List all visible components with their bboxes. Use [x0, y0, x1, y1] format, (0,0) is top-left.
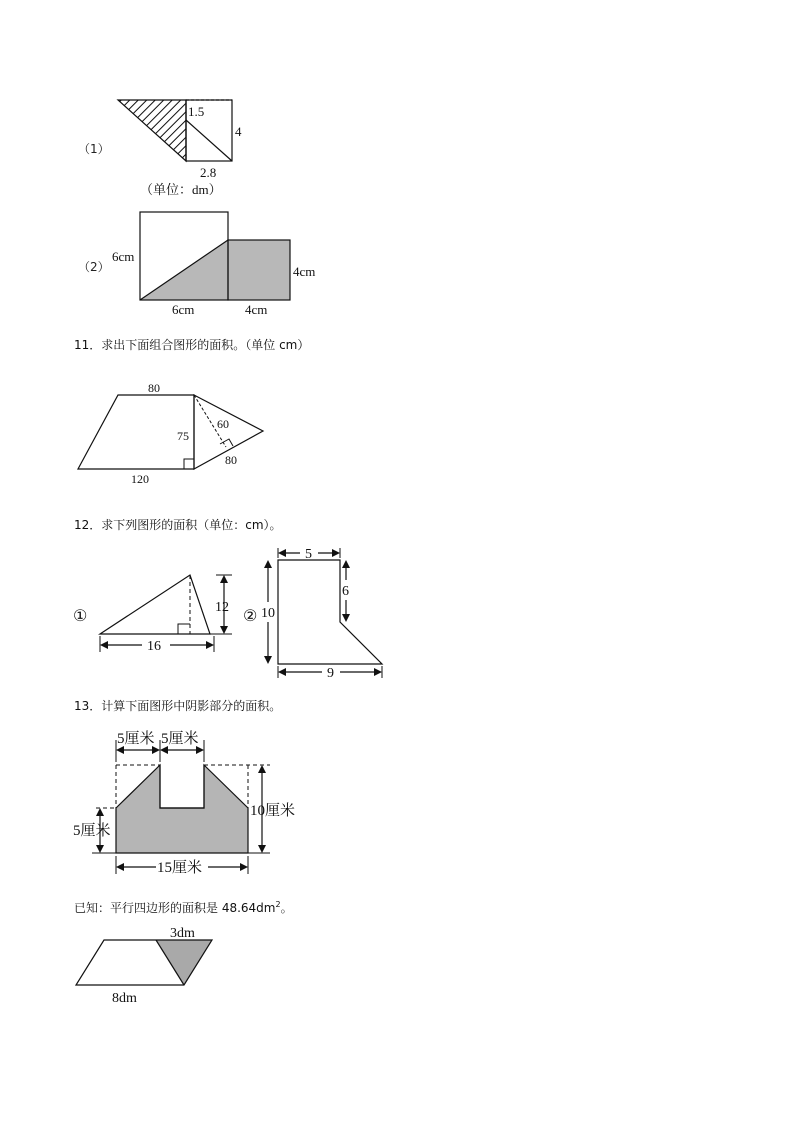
figure-1-marker: ①: [73, 608, 88, 625]
label-4: 4: [235, 124, 242, 139]
label-80: 80: [225, 453, 237, 467]
question-14-end: 。: [280, 901, 293, 915]
label-6cm-left: 6cm: [112, 249, 135, 264]
label-12: 12: [215, 600, 229, 615]
question-11: 11．求出下面组合图形的面积。（单位 cm）: [74, 338, 310, 352]
label-3dm: 3dm: [170, 926, 195, 941]
question-13: 13．计算下面图形中阴影部分的面积。: [74, 699, 282, 713]
label-15cm: 15厘米: [157, 860, 203, 876]
label-6: 6: [342, 584, 349, 599]
label-16: 16: [147, 639, 161, 654]
label-9: 9: [327, 666, 334, 681]
superscript-2: 2: [275, 900, 281, 909]
label-60: 60: [217, 417, 229, 431]
label-10cm-right: 10厘米: [250, 803, 296, 819]
shaded-triangle: [156, 940, 212, 985]
label-75: 75: [177, 429, 189, 443]
problem-2-tag: （2）: [78, 260, 110, 274]
label-4cm-bottom: 4cm: [245, 302, 268, 317]
label-1-5: 1.5: [188, 104, 205, 119]
problem-1-tag: （1）: [78, 142, 110, 156]
label-5: 5: [305, 547, 312, 562]
figure-2-marker: ②: [243, 608, 258, 625]
unit-label: （单位：dm）: [140, 182, 222, 197]
label-6cm-bottom: 6cm: [172, 302, 195, 317]
label-5cm-top-2: 5厘米: [161, 731, 199, 747]
label-10: 10: [261, 606, 275, 621]
question-14-text: 已知：平行四边形的面积是 48.64dm: [74, 901, 276, 915]
label-5cm-top-1: 5厘米: [117, 731, 155, 747]
label-80-top: 80: [148, 381, 160, 395]
label-8dm: 8dm: [112, 991, 137, 1006]
label-2-8: 2.8: [200, 165, 217, 180]
label-4cm-right: 4cm: [293, 264, 316, 279]
question-12: 12．求下列图形的面积（单位：cm）。: [74, 518, 282, 532]
label-120: 120: [131, 472, 149, 486]
label-5cm-left: 5厘米: [73, 823, 111, 839]
